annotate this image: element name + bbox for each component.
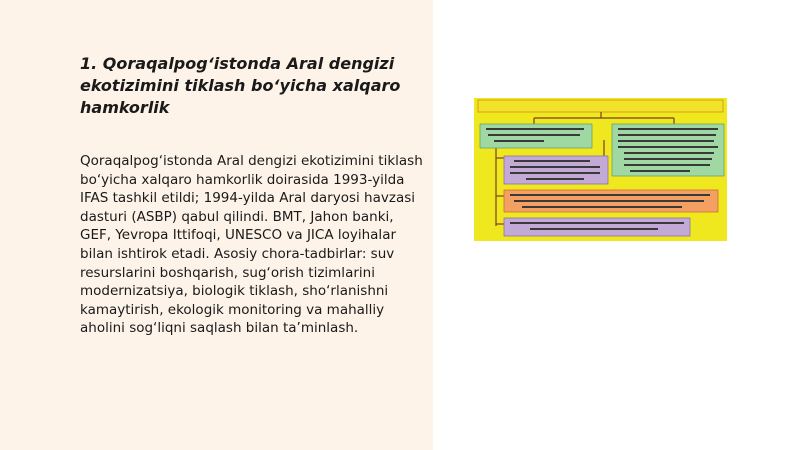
slide-body-text: Qoraqalpog‘istonda Aral dengizi ekotizimini tiklash bo‘yicha xalqaro hamkorlik doirasida 1993-yilda IFAS tashkil etildi; 1994-yilda Aral daryosi havzasi dasturi (ASBP) qabul qilindi. BMT, Jahon banki, GEF, Yevropa Ittifoqi, UNESCO va JICA loyihalar bilan ishtirok etadi. Asosiy chora-tadbirlar: suv resurslarini boshqarish, sug‘orish tizimlarini modernizatsiya, biologik tiklash, sho‘rlanishni kamaytirish, ekologik monitoring va mahalliy aholini sog‘liqni saqlash bilan ta’minlash. <box>80 153 423 337</box>
slide-title: 1. Qoraqalpog‘istonda Aral dengizi ekotizimini tiklash bo‘yicha xalqaro hamkorlik <box>80 54 401 117</box>
diagram-image <box>474 98 727 241</box>
diagram-box-lavender-bottom <box>504 218 690 236</box>
diagram-illustration <box>474 98 727 241</box>
diagram-box-green-right <box>612 124 724 176</box>
diagram-header-box <box>478 100 723 112</box>
